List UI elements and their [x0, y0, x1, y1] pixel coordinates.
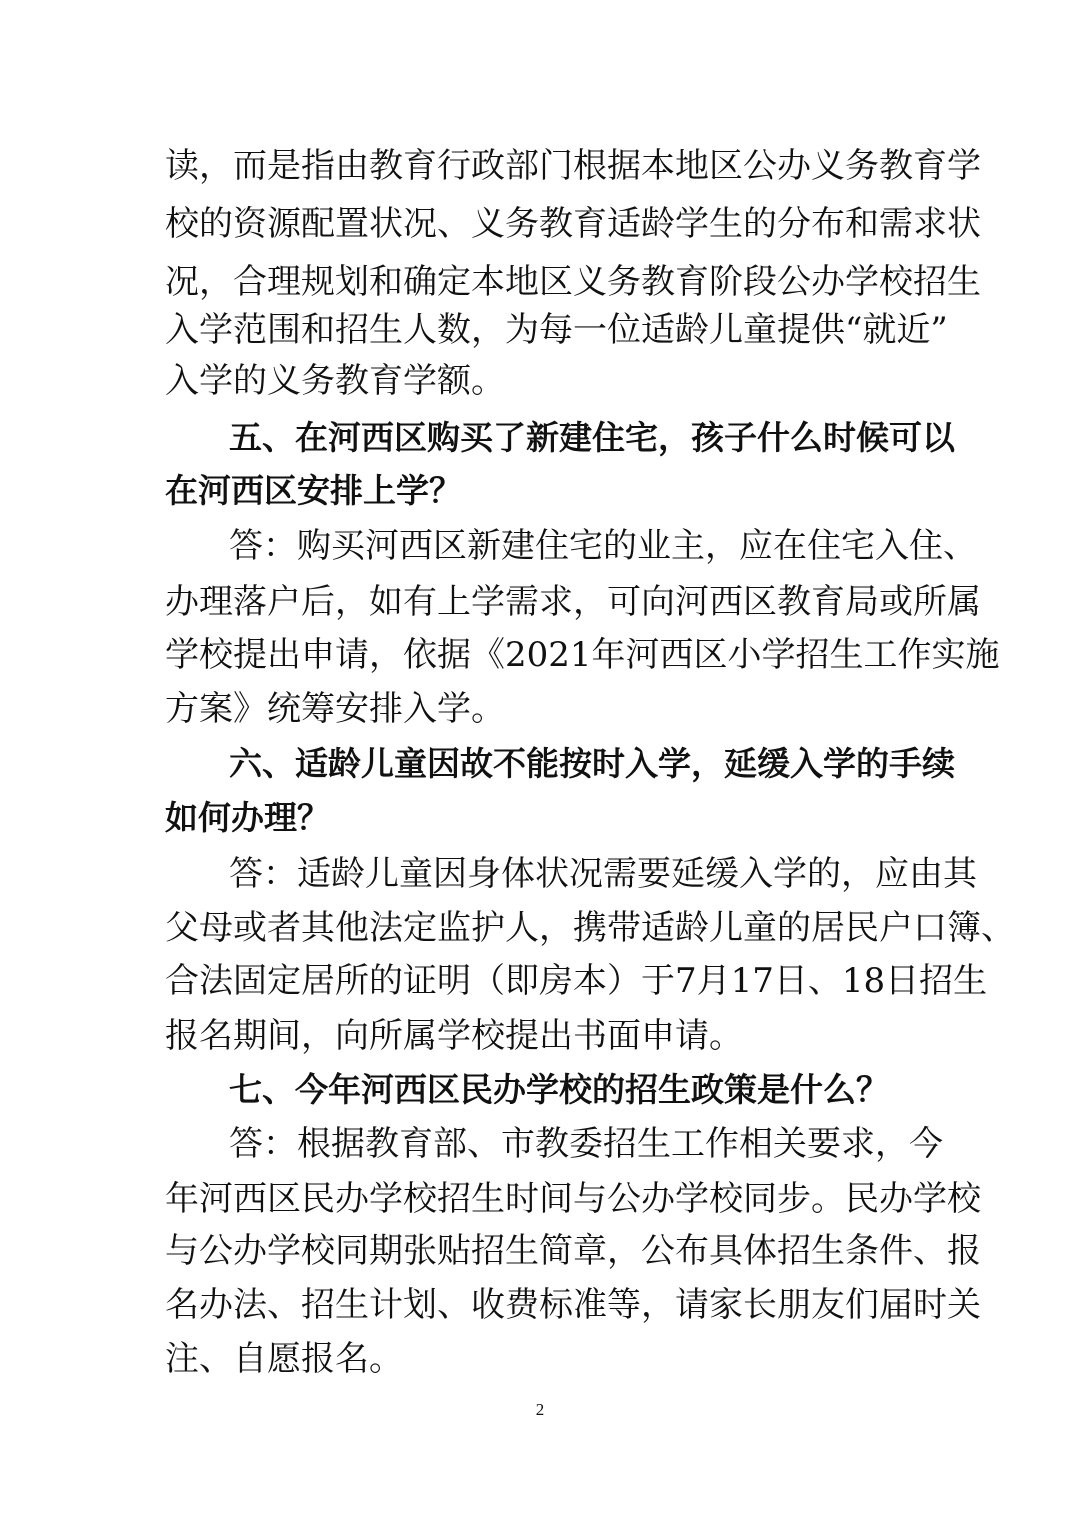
text-line: 校的资源配置状况、义务教育适龄学生的分布和需求状	[165, 204, 981, 244]
text-line: 答：根据教育部、市教委招生工作相关要求，今	[229, 1124, 943, 1164]
section-heading: 七、今年河西区民办学校的招生政策是什么？	[229, 1070, 889, 1109]
text-line: 答：适龄儿童因身体状况需要延缓入学的，应由其	[229, 854, 977, 894]
section-heading: 五、在河西区购买了新建住宅，孩子什么时候可以	[229, 418, 955, 457]
text-line: 与公办学校同期张贴招生简章，公布具体招生条件、报	[165, 1231, 981, 1271]
section-heading: 六、适龄儿童因故不能按时入学，延缓入学的手续	[229, 744, 955, 783]
text-line: 读，而是指由教育行政部门根据本地区公办义务教育学	[165, 146, 981, 186]
page-number: 2	[535, 1400, 545, 1419]
text-line: 学校提出申请，依据《2021年河西区小学招生工作实施	[165, 635, 1000, 675]
text-line: 况，合理规划和确定本地区义务教育阶段公办学校招生	[165, 262, 981, 302]
text-line: 报名期间，向所属学校提出书面申请。	[165, 1016, 743, 1056]
text-line: 入学的义务教育学额。	[165, 361, 505, 401]
text-line: 办理落户后，如有上学需求，可向河西区教育局或所属	[165, 582, 981, 622]
text-line: 年河西区民办学校招生时间与公办学校同步。民办学校	[165, 1179, 981, 1219]
text-line: 父母或者其他法定监护人，携带适龄儿童的居民户口簿、	[165, 908, 1015, 948]
text-line: 方案》统筹安排入学。	[165, 689, 505, 729]
text-line: 名办法、招生计划、收费标准等，请家长朋友们届时关	[165, 1285, 981, 1325]
text-line: 入学范围和招生人数，为每一位适龄儿童提供“就近”	[165, 310, 948, 350]
text-line: 注、自愿报名。	[165, 1339, 403, 1379]
text-line: 答：购买河西区新建住宅的业主，应在住宅入住、	[229, 526, 977, 566]
section-heading: 在河西区安排上学？	[165, 471, 462, 510]
section-heading: 如何办理？	[165, 798, 330, 837]
text-line: 合法固定居所的证明（即房本）于7月17日、18日招生	[165, 961, 988, 1001]
